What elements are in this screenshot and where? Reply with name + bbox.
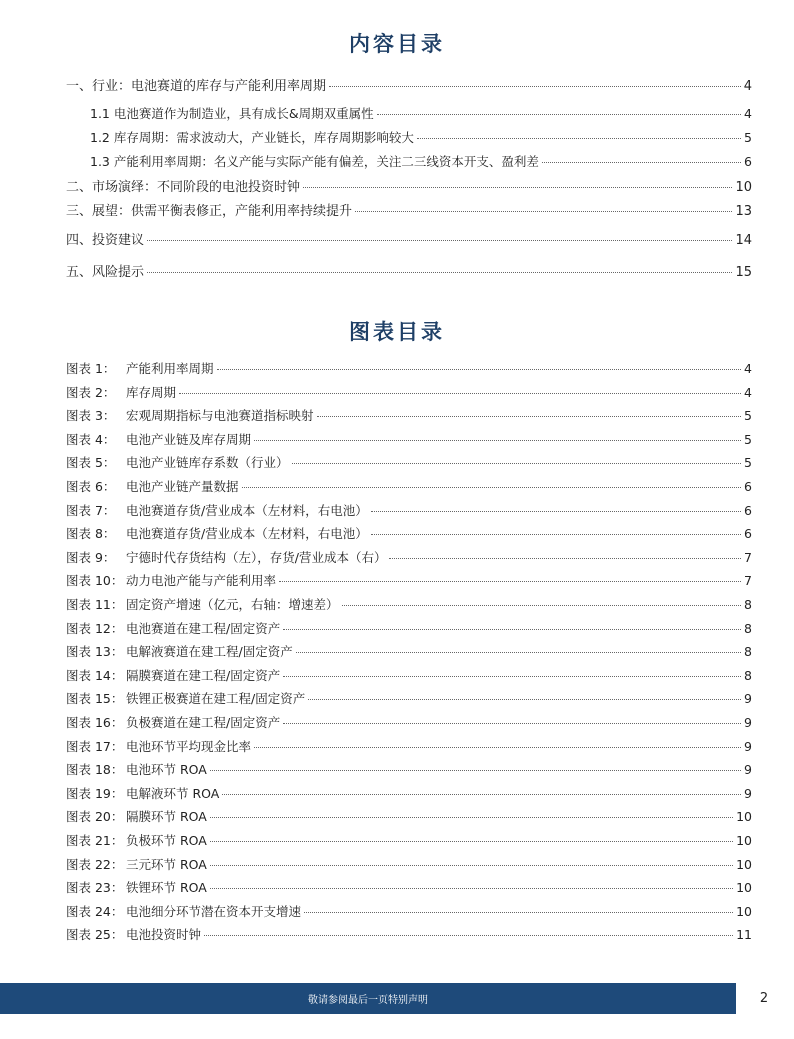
- toc-entry-page: 4: [743, 79, 752, 94]
- figure-entry-number: 图表 2：: [66, 385, 116, 400]
- toc-entry-label: 二、市场演绎：不同阶段的电池投资时钟: [66, 180, 301, 195]
- leader-dots: [371, 511, 741, 512]
- figure-entry-label: [66, 902, 301, 920]
- figure-entry-text: 电池赛道存货/营业成本（左材料，右电池）: [126, 526, 368, 541]
- leader-dots: [371, 534, 741, 535]
- figure-entry-text: 隔膜赛道在建工程/固定资产: [126, 668, 281, 683]
- toc-entry[interactable]: [90, 128, 752, 146]
- figure-entry-label: [66, 807, 207, 825]
- figure-entry-label: [66, 453, 289, 471]
- figure-entry-text: 电池赛道存货/营业成本（左材料，右电池）: [126, 503, 368, 518]
- figure-entry-text: 电池产业链产量数据: [126, 479, 239, 494]
- figure-entry[interactable]: [66, 571, 752, 589]
- figure-entry[interactable]: [66, 430, 752, 448]
- figure-entry-page: 10: [736, 809, 752, 824]
- figure-entry-label: [66, 925, 201, 943]
- figure-entry-label: [66, 619, 280, 637]
- leader-dots: [204, 935, 733, 936]
- figure-entry-number: 图表 19：: [66, 786, 124, 801]
- figure-entry-page: 5: [744, 455, 752, 470]
- figure-entry[interactable]: [66, 595, 752, 613]
- toc-entry-label: 1.2 库存周期：需求波动大，产业链长，库存周期影响较大: [90, 130, 414, 145]
- figure-entry-text: 铁锂环节 ROA: [126, 880, 207, 895]
- leader-dots: [254, 440, 741, 441]
- figure-entry[interactable]: [66, 902, 752, 920]
- figure-entry-page: 6: [744, 479, 752, 494]
- figure-entry[interactable]: [66, 453, 752, 471]
- figure-entry-number: 图表 5：: [66, 455, 116, 470]
- leader-dots: [222, 794, 741, 795]
- leader-dots: [304, 912, 733, 913]
- figure-entry-number: 图表 12：: [66, 621, 124, 636]
- figure-entry-number: 图表 21：: [66, 833, 124, 848]
- figure-entry-number: 图表 16：: [66, 715, 124, 730]
- figure-entry-text: 宏观周期指标与电池赛道指标映射: [126, 408, 314, 423]
- figure-entry-page: 5: [744, 408, 752, 423]
- toc-entry[interactable]: [66, 200, 752, 219]
- figure-entry-number: 图表 4：: [66, 432, 116, 447]
- figure-entry-page: 4: [744, 385, 752, 400]
- figure-entry-label: [66, 595, 339, 613]
- leader-dots: [417, 138, 741, 139]
- figure-entry-page: 6: [744, 526, 752, 541]
- leader-dots: [283, 676, 741, 677]
- toc-entry-label: 1.3 产能利用率周期：名义产能与实际产能有偏差，关注二三线资本开支、盈利差: [90, 154, 539, 169]
- figure-entry-text: 电池细分环节潜在资本开支增速: [126, 904, 302, 919]
- figure-entry[interactable]: [66, 548, 752, 566]
- leader-dots: [254, 747, 741, 748]
- leader-dots: [296, 652, 741, 653]
- figure-entry-label: [66, 737, 251, 755]
- toc-entry-page: 15: [735, 265, 752, 280]
- figure-entry-label: [66, 855, 207, 873]
- figure-entry[interactable]: [66, 760, 752, 778]
- figure-entry[interactable]: [66, 477, 752, 495]
- leader-dots: [317, 416, 742, 417]
- toc-entry-label: 一、行业：电池赛道的库存与产能利用率周期: [66, 79, 327, 94]
- figure-entry-page: 9: [744, 786, 752, 801]
- figure-entry-text: 库存周期: [126, 385, 177, 400]
- figure-entry-page: 6: [744, 503, 752, 518]
- figure-entry-text: 电池投资时钟: [126, 927, 202, 942]
- toc-entry-label: 五、风险提示: [66, 265, 145, 280]
- figure-entry-label: [66, 878, 207, 896]
- figure-entry-page: 4: [744, 361, 752, 376]
- figure-entry[interactable]: [66, 807, 752, 825]
- leader-dots: [542, 162, 741, 163]
- figure-entry-label: [66, 359, 214, 377]
- figure-entry-page: 8: [744, 644, 752, 659]
- leader-dots: [210, 817, 733, 818]
- figure-entry[interactable]: [66, 383, 752, 401]
- figure-entry-number: 图表 22：: [66, 857, 124, 872]
- figure-entry-text: 电池产业链及库存周期: [126, 432, 252, 447]
- figure-entry-number: 图表 6：: [66, 479, 116, 494]
- toc-entry-page: 10: [735, 180, 752, 195]
- footer-bar: [0, 983, 736, 1014]
- figure-entry-text: 隔膜环节 ROA: [126, 809, 207, 824]
- toc-entry[interactable]: [66, 75, 752, 94]
- toc-entry-page: 6: [744, 154, 752, 169]
- figure-entry-page: 9: [744, 691, 752, 706]
- figure-entry-page: 11: [736, 927, 752, 942]
- figure-entry[interactable]: [66, 713, 752, 731]
- figure-entry-number: 图表 24：: [66, 904, 124, 919]
- figure-entry-label: [66, 831, 207, 849]
- figure-entry-label: [66, 430, 251, 448]
- figure-entry[interactable]: [66, 501, 752, 519]
- figure-entry-page: 9: [744, 739, 752, 754]
- figure-entry-label: [66, 689, 305, 707]
- figure-entry[interactable]: [66, 642, 752, 660]
- figure-entry-number: 图表 17：: [66, 739, 124, 754]
- figure-entry[interactable]: [66, 925, 752, 943]
- leader-dots: [342, 605, 742, 606]
- figure-entry-number: 图表 18：: [66, 762, 124, 777]
- figure-entry-label: [66, 784, 219, 802]
- figure-entry-page: 8: [744, 668, 752, 683]
- figure-entry[interactable]: [66, 878, 752, 896]
- figure-entry-page: 10: [736, 833, 752, 848]
- figure-entry-text: 负极环节 ROA: [126, 833, 207, 848]
- figure-entry-text: 电池产业链库存系数（行业）: [126, 455, 289, 470]
- leader-dots: [210, 888, 733, 889]
- leader-dots: [329, 86, 741, 87]
- figure-entry-label: [66, 477, 239, 495]
- toc-entry-label: 四、投资建议: [66, 233, 145, 248]
- leader-dots: [179, 393, 741, 394]
- figure-entry[interactable]: [66, 831, 752, 849]
- figure-entry-text: 负极赛道在建工程/固定资产: [126, 715, 281, 730]
- figure-entry-label: [66, 406, 314, 424]
- figure-entry-page: 9: [744, 715, 752, 730]
- figure-entry-text: 电解液环节 ROA: [126, 786, 220, 801]
- figure-entry-label: [66, 501, 368, 519]
- leader-dots: [147, 240, 732, 241]
- leader-dots: [210, 841, 733, 842]
- figure-entry-number: 图表 1：: [66, 361, 116, 376]
- toc-entry[interactable]: [90, 104, 752, 122]
- figure-list-title: 图表目录: [349, 319, 445, 344]
- figure-entry[interactable]: [66, 619, 752, 637]
- figure-entry[interactable]: [66, 784, 752, 802]
- figure-entry-text: 三元环节 ROA: [126, 857, 207, 872]
- toc-entry-page: 5: [744, 130, 752, 145]
- figure-entry-text: 宁德时代存货结构（左），存货/营业成本（右）: [126, 550, 387, 565]
- figure-entry[interactable]: [66, 359, 752, 377]
- leader-dots: [283, 629, 741, 630]
- figure-entry-number: 图表 20：: [66, 809, 124, 824]
- leader-dots: [308, 699, 741, 700]
- leader-dots: [377, 114, 741, 115]
- figure-entry-text: 电池环节平均现金比率: [126, 739, 252, 754]
- toc-title: 内容目录: [349, 31, 445, 56]
- figure-entry-number: 图表 11：: [66, 597, 124, 612]
- figure-entry[interactable]: [66, 737, 752, 755]
- leader-dots: [355, 211, 732, 212]
- figure-entry-label: [66, 548, 386, 566]
- figure-entry-number: 图表 3：: [66, 408, 116, 423]
- leader-dots: [279, 581, 741, 582]
- figure-entry-page: 9: [744, 762, 752, 777]
- figure-entry-page: 10: [736, 904, 752, 919]
- toc-entry[interactable]: [90, 152, 752, 170]
- figure-entry-text: 产能利用率周期: [126, 361, 214, 376]
- figure-entry-label: [66, 713, 280, 731]
- figure-entry-text: 动力电池产能与产能利用率: [126, 573, 277, 588]
- figure-entry-text: 电池环节 ROA: [126, 762, 207, 777]
- figure-entry-number: 图表 8：: [66, 526, 116, 541]
- figure-entry-page: 8: [744, 621, 752, 636]
- figure-entry-text: 电池赛道在建工程/固定资产: [126, 621, 281, 636]
- figure-entry-page: 5: [744, 432, 752, 447]
- toc-entry[interactable]: [66, 229, 752, 248]
- toc-entry[interactable]: [66, 261, 752, 280]
- figure-entry[interactable]: [66, 406, 752, 424]
- figure-entry-page: 7: [744, 573, 752, 588]
- figure-entry[interactable]: [66, 855, 752, 873]
- toc-entry-page: 14: [735, 233, 752, 248]
- figure-entry-number: 图表 25：: [66, 927, 124, 942]
- leader-dots: [292, 463, 742, 464]
- figure-entry-page: 7: [744, 550, 752, 565]
- figure-entry-number: 图表 9：: [66, 550, 116, 565]
- footer-page-number: 2: [759, 991, 769, 1006]
- figure-entry-number: 图表 14：: [66, 668, 124, 683]
- figure-entry-text: 电解液赛道在建工程/固定资产: [126, 644, 293, 659]
- toc-entry-label: 1.1 电池赛道作为制造业，具有成长&周期双重属性: [90, 106, 374, 121]
- toc-entry-page: 13: [735, 204, 752, 219]
- figure-entry[interactable]: [66, 524, 752, 542]
- figure-entry-label: [66, 571, 276, 589]
- figure-entry-page: 10: [736, 857, 752, 872]
- leader-dots: [210, 865, 733, 866]
- figure-entry-number: 图表 13：: [66, 644, 124, 659]
- leader-dots: [217, 369, 742, 370]
- figure-entry-label: [66, 524, 368, 542]
- figure-entry-label: [66, 642, 293, 660]
- figure-entry-page: 8: [744, 597, 752, 612]
- figure-entry-label: [66, 666, 280, 684]
- figure-entry-label: [66, 383, 176, 401]
- toc-entry-page: 4: [744, 106, 752, 121]
- figure-entry-page: 10: [736, 880, 752, 895]
- leader-dots: [147, 272, 732, 273]
- footer-disclaimer: 敬请参阅最后一页特别声明: [308, 995, 428, 1006]
- figure-entry-number: 图表 15：: [66, 691, 124, 706]
- figure-entry-text: 铁锂正极赛道在建工程/固定资产: [126, 691, 306, 706]
- toc-entry[interactable]: [66, 176, 752, 195]
- leader-dots: [242, 487, 742, 488]
- figure-entry-label: [66, 760, 207, 778]
- figure-entry-number: 图表 7：: [66, 503, 116, 518]
- leader-dots: [210, 770, 741, 771]
- figure-entry-number: 图表 10：: [66, 573, 124, 588]
- leader-dots: [303, 187, 732, 188]
- figure-entry[interactable]: [66, 666, 752, 684]
- leader-dots: [283, 723, 741, 724]
- figure-entry[interactable]: [66, 689, 752, 707]
- figure-entry-text: 固定资产增速（亿元，右轴：增速差）: [126, 597, 339, 612]
- toc-entry-label: 三、展望：供需平衡表修正，产能利用率持续提升: [66, 204, 353, 219]
- figure-entry-number: 图表 23：: [66, 880, 124, 895]
- leader-dots: [389, 558, 741, 559]
